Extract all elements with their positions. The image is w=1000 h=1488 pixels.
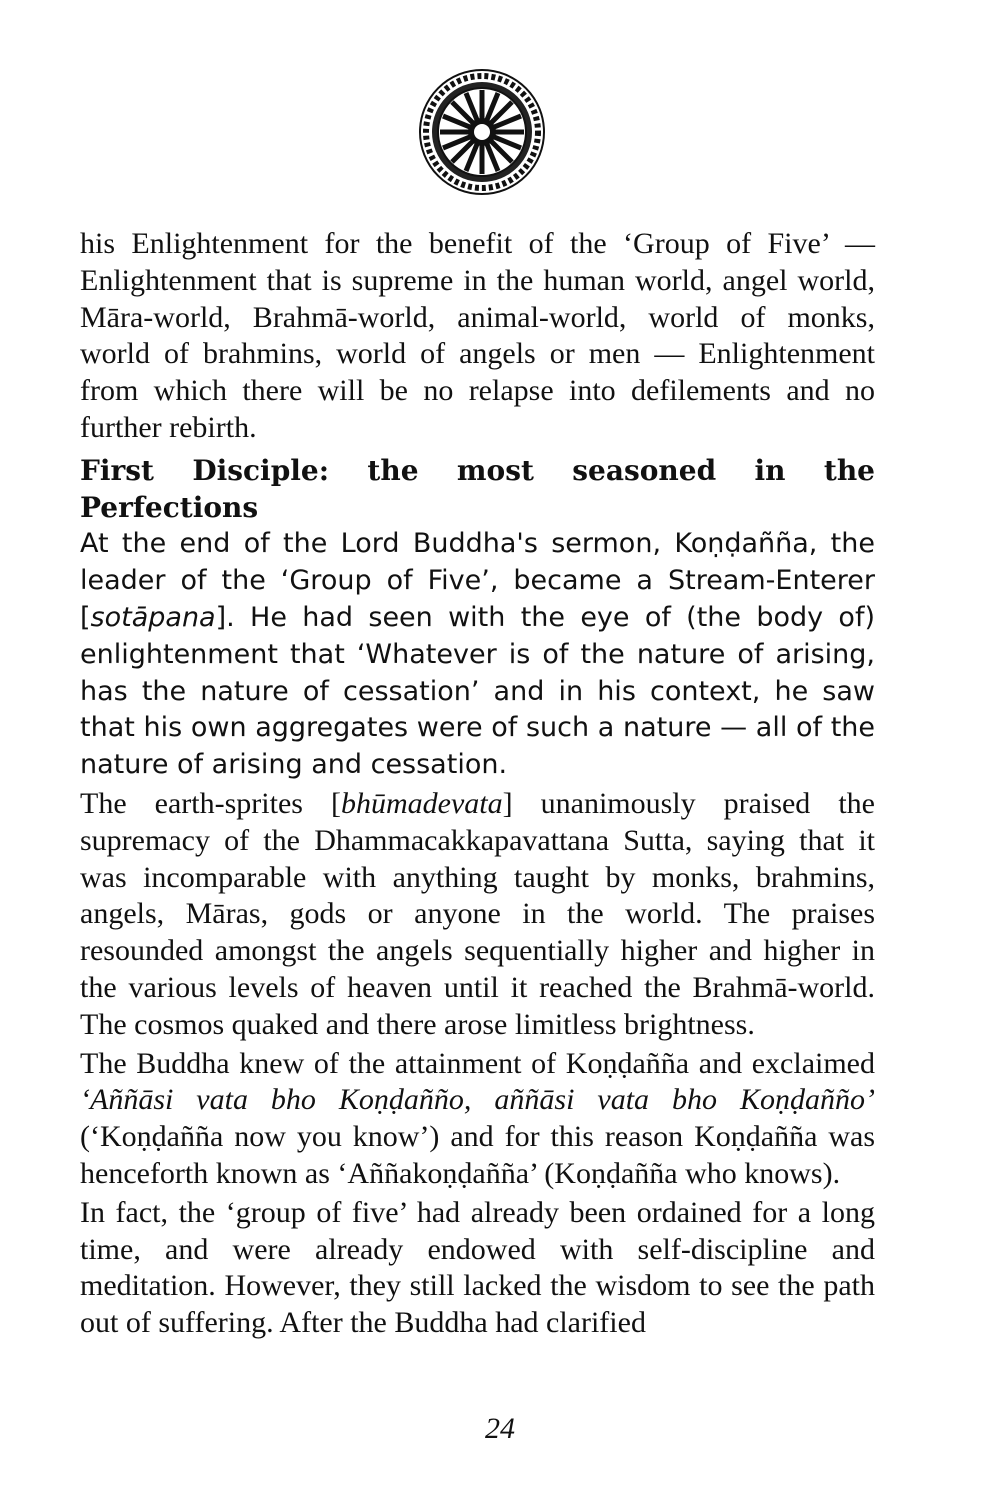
paragraph-4-text-b: (‘Koṇḍañña now you know’) and for this reason Koṇḍañña was henceforth known as ‘Aññakoṇḍañña’ (Koṇḍañña who knows). (80, 1120, 875, 1190)
page-number: 24 (485, 1412, 515, 1445)
paragraph-4 (80, 1046, 875, 1193)
paragraph-2-text-b: ]. He had seen with the eye of (the body of) enlightenment that ‘Whatever is of the nature of arising, has the nature of cessation’ and in his context, he saw that his own aggregates were of such a nature — all of the nature of arising and cessation. (80, 601, 875, 781)
section-heading: First Disciple: the most seasoned in the Perfections (80, 453, 875, 524)
paragraph-3-term: bhūmadevata (340, 786, 503, 820)
paragraph-5: In fact, the ‘group of five’ had already been ordained for a long time, and were already endowed with self-discipline and meditation. However, they still lacked the wisdom to see the path out of suffering. After the Buddha had clarified (80, 1195, 875, 1340)
paragraph-4-quote: ‘Aññāsi vata bho Koṇḍañño, aññāsi vata bho Koṇḍañño’ (80, 1083, 875, 1117)
paragraph-3-text-a: The earth-sprites [ (80, 786, 341, 820)
paragraph-1: his Enlightenment for the benefit of the ‘Group of Five’ — Enlightenment that is supreme in the human world, angel world, Māra-world, Brahmā-world, animal-world, world of monks, world of brahmins, world of angels or men — Enlightenment from which there will be no relapse into defilements and no further rebirth. (80, 227, 875, 444)
paragraph-3-text-b: ] unanimously praised the supremacy of the Dhammacakkapavattana Sutta, saying that it was incomparable with anything taught by monks, brahmins, angels, Māras, gods or anyone in the world. The praises resounded amongst the angels sequentially higher and higher in the various levels of heaven until it reached the Brahmā-world. The cosmos quaked and there arose limitless brightness. (80, 786, 875, 1041)
paragraph-3 (80, 786, 875, 1044)
paragraph-2 (80, 526, 875, 784)
paragraph-2-text-a: At the end of the Lord Buddha's sermon, Koṇḍañña, the leader of the ‘Group of Five’, became a Stream-Enterer [ (80, 528, 875, 633)
page-body (80, 226, 875, 1342)
paragraph-4-text-a: The Buddha knew of the attainment of Koṇḍañña and exclaimed (80, 1046, 875, 1080)
dhamma-wheel-icon (418, 68, 546, 196)
paragraph-2-term: sotāpana (90, 601, 216, 633)
